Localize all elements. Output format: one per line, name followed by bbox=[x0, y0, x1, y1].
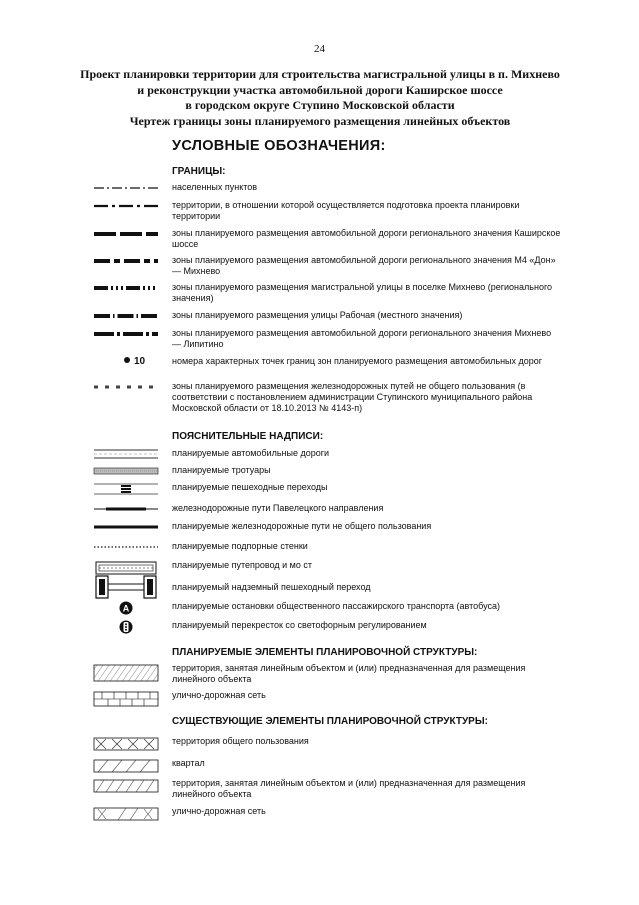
point-dot-icon bbox=[124, 357, 130, 363]
title-line: в городском округе Ступино Московской области bbox=[185, 98, 455, 112]
main-street-zone-symbol bbox=[92, 282, 160, 294]
legend-text: территория, занятая линейным объектом и (или) предназначенная для размещения линейного объекта bbox=[172, 778, 526, 799]
planned-roads-symbol bbox=[92, 448, 160, 460]
planned-sidewalks-symbol bbox=[92, 465, 160, 477]
legend-text: планируемые автомобильные дороги bbox=[172, 448, 330, 458]
bus-stop-icon-letter: A bbox=[122, 603, 130, 614]
bus-stop-symbol bbox=[92, 601, 160, 615]
legend-text: зоны планируемого размещения автомобильной дороги регионального значения М4 «Дон» — Михнево bbox=[172, 255, 556, 276]
point-number-label: 10 bbox=[134, 356, 146, 367]
title-line: Проект планировки территории для строительства магистральной улицы в п. Михнево bbox=[80, 67, 560, 81]
retaining-walls-symbol bbox=[92, 541, 160, 553]
legend-text: улично-дорожная сеть bbox=[172, 806, 266, 816]
page-number: 24 bbox=[314, 43, 325, 55]
legend-text: квартал bbox=[172, 758, 205, 768]
legend-text: планируемые подпорные стенки bbox=[172, 541, 308, 551]
planned-street-network-symbol bbox=[92, 690, 160, 708]
legend-heading: УСЛОВНЫЕ ОБОЗНАЧЕНИЯ: bbox=[172, 138, 386, 154]
traffic-light-symbol bbox=[92, 620, 160, 634]
pedestrian-overpass-symbol bbox=[92, 574, 160, 600]
block-symbol bbox=[92, 758, 160, 774]
legend-text: планируемые путепровод и мо ст bbox=[172, 560, 312, 570]
legend-text: территория, занятая линейным объектом и (или) предназначенная для размещения линейного объекта bbox=[172, 663, 526, 684]
document-title bbox=[40, 67, 600, 129]
rabochaya-street-zone-symbol bbox=[92, 310, 160, 322]
kashira-road-zone-symbol bbox=[92, 228, 160, 240]
legend-text: территории, в отношении которой осуществляется подготовка проекта планировки территории bbox=[172, 200, 520, 221]
legend-text: планируемые остановки общественного пассажирского транспорта (автобуса) bbox=[172, 601, 501, 611]
existing-street-network-symbol bbox=[92, 806, 160, 822]
mikhnevo-lipitino-zone-symbol bbox=[92, 328, 160, 340]
settlement-border-symbol bbox=[92, 182, 160, 194]
planned-linear-object-symbol bbox=[92, 663, 160, 683]
project-territory-border-symbol bbox=[92, 200, 160, 212]
legend-text: территория общего пользования bbox=[172, 736, 309, 746]
legend-text: зоны планируемого размещения магистральной улицы в поселке Михнево (регионального значения) bbox=[172, 282, 553, 303]
legend-text: планируемые железнодорожные пути не общего пользования bbox=[172, 521, 432, 531]
explanatory-heading: ПОЯСНИТЕЛЬНЫЕ НАДПИСИ: bbox=[172, 431, 324, 442]
planned-elements-heading: ПЛАНИРУЕМЫЕ ЭЛЕМЕНТЫ ПЛАНИРОВОЧНОЙ СТРУКТУРЫ: bbox=[172, 647, 478, 658]
legend-text: железнодорожные пути Павелецкого направления bbox=[172, 503, 384, 513]
title-line: Чертеж границы зоны планируемого размещения линейных объектов bbox=[129, 113, 511, 128]
pedestrian-crossings-symbol bbox=[92, 482, 160, 496]
legend-text: улично-дорожная сеть bbox=[172, 690, 266, 700]
m4-road-zone-symbol bbox=[92, 255, 160, 267]
borders-heading: ГРАНИЦЫ: bbox=[172, 166, 226, 177]
existing-linear-object-symbol bbox=[92, 778, 160, 794]
legend-text: планируемый перекресток со светофорным регулированием bbox=[172, 620, 427, 630]
legend-text: зоны планируемого размещения автомобильной дороги регионального значения Каширское шоссе bbox=[172, 228, 561, 249]
legend-text: зоны планируемого размещения железнодорожных путей не общего пользования (в соответствии с постановлением администрации Ступинского муниципального района Московской области от 18.10.2013 № 4143-п) bbox=[172, 381, 533, 413]
legend-text: населенных пунктов bbox=[172, 182, 258, 192]
legend-text: планируемый надземный пешеходный переход bbox=[172, 582, 371, 592]
legend-text: зоны планируемого размещения автомобильной дороги регионального значения Михнево — Липитино bbox=[172, 328, 552, 349]
legend-text: зоны планируемого размещения улицы Рабочая (местного значения) bbox=[172, 310, 463, 320]
legend-text: планируемые тротуары bbox=[172, 465, 271, 475]
planned-railway-symbol bbox=[92, 521, 160, 533]
title-line: и реконструкции участка автомобильной дороги Каширское шоссе bbox=[137, 82, 503, 97]
legend-text: планируемые пешеходные переходы bbox=[172, 482, 328, 492]
legend-text: номера характерных точек границ зон планируемого размещения автомобильных дорог bbox=[172, 356, 543, 366]
existing-elements-heading: СУЩЕСТВУЮЩИЕ ЭЛЕМЕНТЫ ПЛАНИРОВОЧНОЙ СТРУКТУРЫ: bbox=[172, 716, 488, 727]
public-territory-symbol bbox=[92, 736, 160, 752]
paveletsky-railway-symbol bbox=[92, 503, 160, 515]
railway-zone-symbol bbox=[92, 381, 160, 393]
